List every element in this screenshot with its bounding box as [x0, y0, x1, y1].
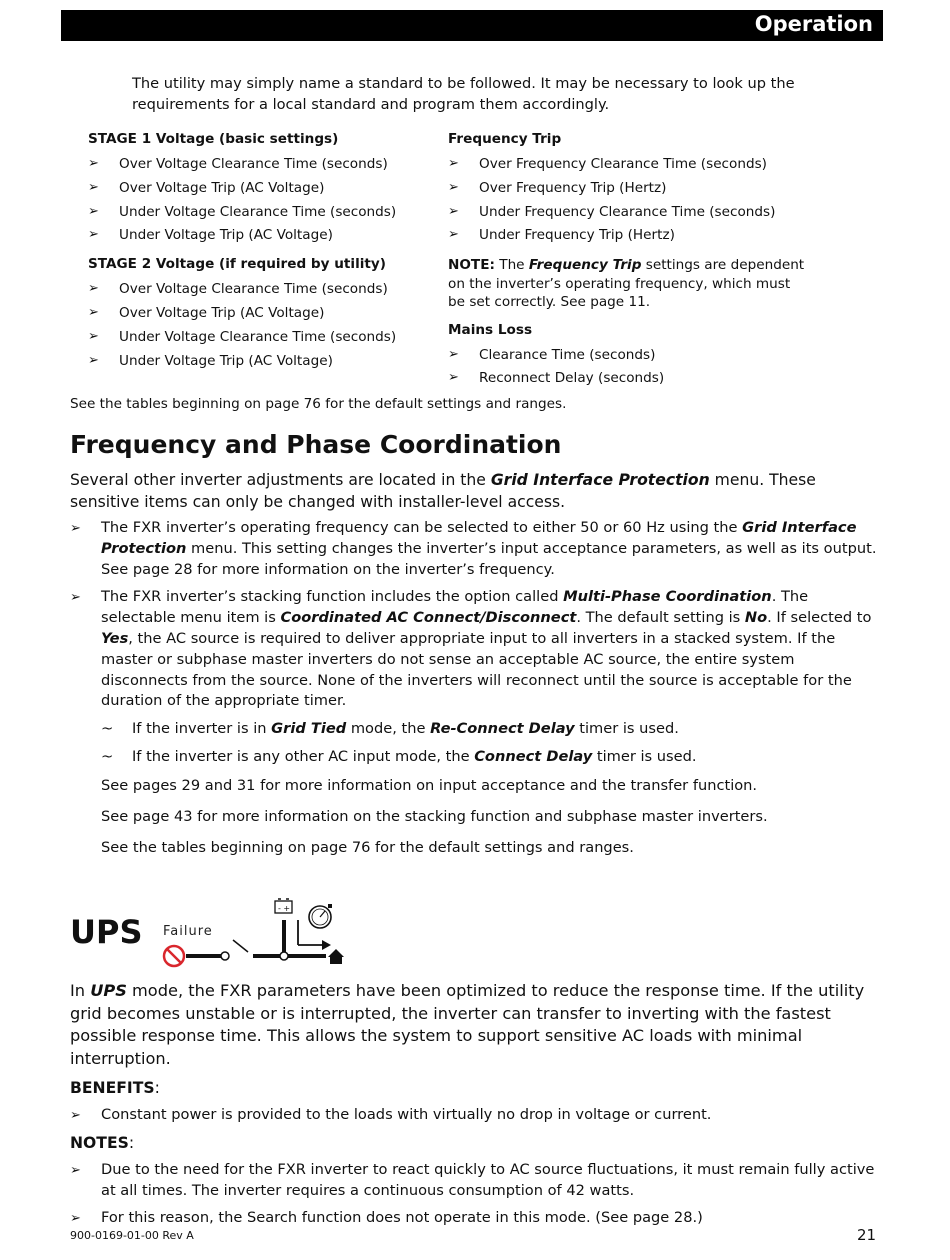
sub-item: ~ If the inverter is any other AC input mode, the Connect Delay timer is used. [101, 748, 697, 766]
stage1-list [88, 153, 428, 248]
ups-transfer-diagram [158, 895, 358, 970]
switch-node-right [280, 952, 288, 960]
see-page-43: See page 43 for more information on the stacking function and subphase master inverters. [101, 808, 768, 826]
footer-doc-id: 900-0169-01-00 Rev A [70, 1229, 194, 1242]
list-item: ➢ Clearance Time (seconds) [448, 344, 818, 368]
footer-page-number: 21 [857, 1226, 877, 1244]
svg-text:- +: - + [278, 904, 291, 913]
list-item: ➢ Constant power is provided to the loads with virtually no drop in voltage or current. [70, 1105, 880, 1126]
bullet-arrow-icon: ➢ [448, 370, 459, 386]
stopwatch-icon [309, 904, 332, 928]
see-pages-29-31: See pages 29 and 31 for more information on input acceptance and the transfer function. [101, 777, 758, 795]
stage1-heading: STAGE 1 Voltage (basic settings) [88, 131, 339, 147]
fpc-bullets [70, 518, 880, 712]
battery-icon [275, 899, 292, 913]
bullet-arrow-icon: ➢ [448, 203, 459, 219]
tables-note: See the tables beginning on page 76 for the default settings and ranges. [70, 396, 567, 412]
bullet-arrow-icon: ➢ [88, 352, 99, 368]
bullet-arrow-icon: ➢ [88, 227, 99, 243]
bullet-arrow-icon: ➢ [88, 156, 99, 171]
ups-section [70, 980, 880, 1236]
bullet-arrow-icon: ➢ [448, 179, 459, 195]
list-item: ➢ Under Frequency Clearance Time (seconds) [448, 201, 818, 225]
stage2-heading: STAGE 2 Voltage (if required by utility) [88, 256, 386, 273]
no-grid-icon [164, 946, 184, 966]
note-label: NOTE: [448, 257, 495, 274]
notes-list [70, 1160, 880, 1229]
tilde-bullet-icon: ~ [101, 720, 114, 738]
note-emphasis: Frequency Trip [528, 257, 642, 274]
bullet-arrow-icon: ➢ [88, 203, 99, 219]
list-item: ➢ Over Voltage Clearance Time (seconds) [88, 278, 428, 302]
bullet-arrow-icon: ➢ [448, 346, 459, 362]
intro-paragraph: The utility may simply name a standard to be followed. It may be necessary to look up the requirements for a local standard and program them accordingly. [132, 75, 795, 113]
list-item: ➢ Over Frequency Trip (Hertz) [448, 177, 818, 201]
frequency-trip-heading: Frequency Trip [448, 131, 562, 147]
sub-item: ~ If the inverter is in Grid Tied mode, the Re-Connect Delay timer is used. [101, 720, 679, 738]
header-bar [61, 10, 883, 41]
fpc-section [70, 430, 880, 858]
benefits-list [70, 1105, 880, 1126]
ups-title: UPS [70, 913, 143, 951]
fpc-sub-items [101, 719, 880, 858]
frequency-trip-list [448, 153, 818, 248]
ups-paragraph: In UPS mode, the FXR parameters have been optimized to reduce the response time. If the utility grid becomes unstable or is interrupted, the inverter can transfer to inverting with the fastest possible response time. This allows the system to support sensitive AC loads with minimal interruption. [70, 981, 865, 1068]
bullet-arrow-icon: ➢ [70, 1162, 81, 1178]
stage2-list [88, 278, 428, 373]
list-item: ➢ The FXR inverter’s operating frequency can be selected to either 50 or 60 Hz using the Grid Interface Protection menu. This setting changes the inverter’s input acceptance parameters, as well as its output. See page 28 for more information on the inverter’s frequency. [70, 519, 877, 578]
mains-loss-list [448, 344, 818, 392]
bullet-arrow-icon: ➢ [70, 1211, 81, 1227]
section-title: Frequency and Phase Coordination [70, 430, 562, 459]
list-item: ➢ Reconnect Delay (seconds) [448, 367, 818, 391]
bullet-arrow-icon: ➢ [88, 179, 99, 195]
bullet-arrow-icon: ➢ [70, 590, 81, 606]
see-tables-76: See the tables beginning on page 76 for the default settings and ranges. [101, 839, 634, 857]
open-switch [233, 940, 248, 952]
switch-node-left [221, 952, 229, 960]
bullet-arrow-icon: ➢ [88, 304, 99, 320]
list-item: ➢ Under Voltage Clearance Time (seconds) [88, 326, 428, 350]
list-item: ➢ Under Voltage Trip (AC Voltage) [88, 350, 428, 374]
header-title: Operation [754, 12, 873, 36]
bullet-arrow-icon: ➢ [88, 281, 99, 297]
bullet-arrow-icon: ➢ [88, 328, 99, 344]
fpc-intro: Several other inverter adjustments are located in the Grid Interface Protection menu. These sensitive items can only be changed with installer-level access. [70, 471, 816, 511]
list-item: ➢ Under Voltage Clearance Time (seconds) [88, 201, 428, 225]
list-item: ➢ Over Voltage Trip (AC Voltage) [88, 302, 428, 326]
bullet-arrow-icon: ➢ [70, 1108, 81, 1123]
list-item: ➢ Over Frequency Clearance Time (seconds) [448, 153, 818, 177]
notes-heading: NOTES: [70, 1133, 135, 1152]
left-column [88, 131, 428, 381]
list-item: ➢ Under Frequency Trip (Hertz) [448, 224, 818, 248]
bullet-arrow-icon: ➢ [448, 227, 459, 243]
list-item: ➢ Over Voltage Trip (AC Voltage) [88, 177, 428, 201]
house-load-icon [328, 949, 344, 964]
list-item: ➢ Over Voltage Clearance Time (seconds) [88, 153, 428, 177]
bullet-arrow-icon: ➢ [70, 521, 81, 536]
mains-loss-heading: Mains Loss [448, 321, 533, 338]
list-item: ➢ The FXR inverter’s stacking function includes the option called Multi-Phase Coordination. The selectable menu item is Coordinated AC Connect/Disconnect. The default setting is No. If selected to Yes, the AC source is required to deliver appropriate input to all inverters in a stacked system. If the master or subphase master inverters do not sense an acceptable AC source, the entire system disconnects from the source. None of the inverters will reconnect until the source is acceptable for the duration of the appropriate timer. [70, 588, 872, 710]
tilde-bullet-icon: ~ [101, 748, 114, 766]
frequency-note: NOTE: The Frequency Trip settings are dependent on the inverter’s operating frequency, which must be set correctly. See page 11. [448, 257, 805, 311]
failure-label: Failure [163, 924, 213, 939]
bullet-arrow-icon: ➢ [448, 156, 459, 171]
transfer-arrow-icon [322, 940, 331, 950]
list-item: ➢ Under Voltage Trip (AC Voltage) [88, 224, 428, 248]
list-item: ➢ Due to the need for the FXR inverter to react quickly to AC source fluctuations, it must remain fully active at all times. The inverter requires a continuous consumption of 42 watts. [70, 1160, 875, 1199]
right-column [448, 131, 818, 399]
list-item: ➢ For this reason, the Search function does not operate in this mode. (See page 28.) [70, 1208, 880, 1229]
benefits-heading: BENEFITS: [70, 1079, 160, 1097]
